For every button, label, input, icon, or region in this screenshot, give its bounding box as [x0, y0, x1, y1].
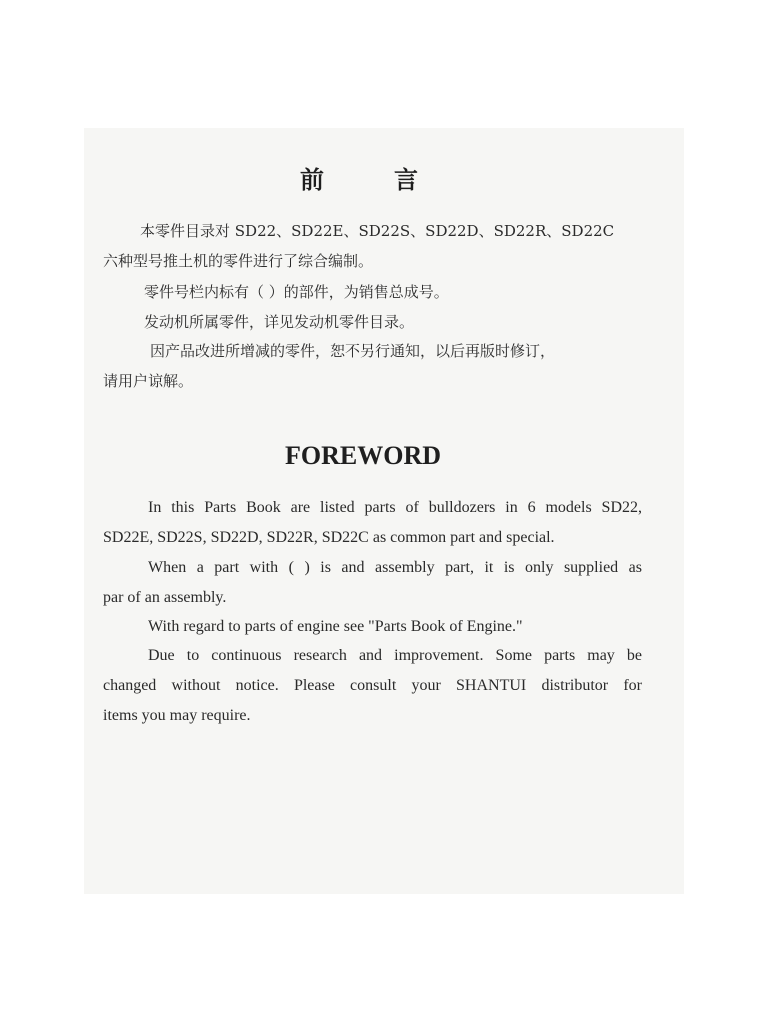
chinese-paragraph-line: 本零件目录对 SD22、SD22E、SD22S、SD22D、SD22R、SD22C — [140, 222, 615, 240]
chinese-paragraph-line: 发动机所属零件，详见发动机零件目录。 — [144, 313, 415, 331]
english-paragraph-line: SD22E, SD22S, SD22D, SD22R, SD22C as common part and special. — [103, 529, 555, 546]
english-title: FOREWORD — [285, 441, 441, 470]
english-paragraph-line: When a part with ( ) is and assembly part, it is only supplied as — [148, 559, 642, 576]
english-paragraph-line: With regard to parts of engine see "Parts Book of Engine." — [148, 618, 523, 635]
chinese-paragraph-line: 请用户谅解。 — [103, 372, 194, 390]
chinese-paragraph-line: 六种型号推土机的零件进行了综合编制。 — [103, 252, 374, 270]
english-paragraph-line: In this Parts Book are listed parts of bulldozers in 6 models SD22, — [148, 499, 642, 516]
chinese-title: 前言 — [300, 165, 488, 194]
english-paragraph-line: items you may require. — [103, 707, 251, 724]
english-paragraph-line: par of an assembly. — [103, 589, 227, 606]
english-paragraph-line: changed without notice. Please consult your SHANTUI distributor for — [103, 677, 642, 694]
chinese-paragraph-line: 零件号栏内标有（ ）的部件，为销售总成号。 — [144, 283, 449, 301]
chinese-paragraph-line: 因产品改进所增减的零件，恕不另行通知，以后再版时修订， — [150, 342, 556, 360]
english-paragraph-line: Due to continuous research and improvement. Some parts may be — [148, 647, 642, 664]
